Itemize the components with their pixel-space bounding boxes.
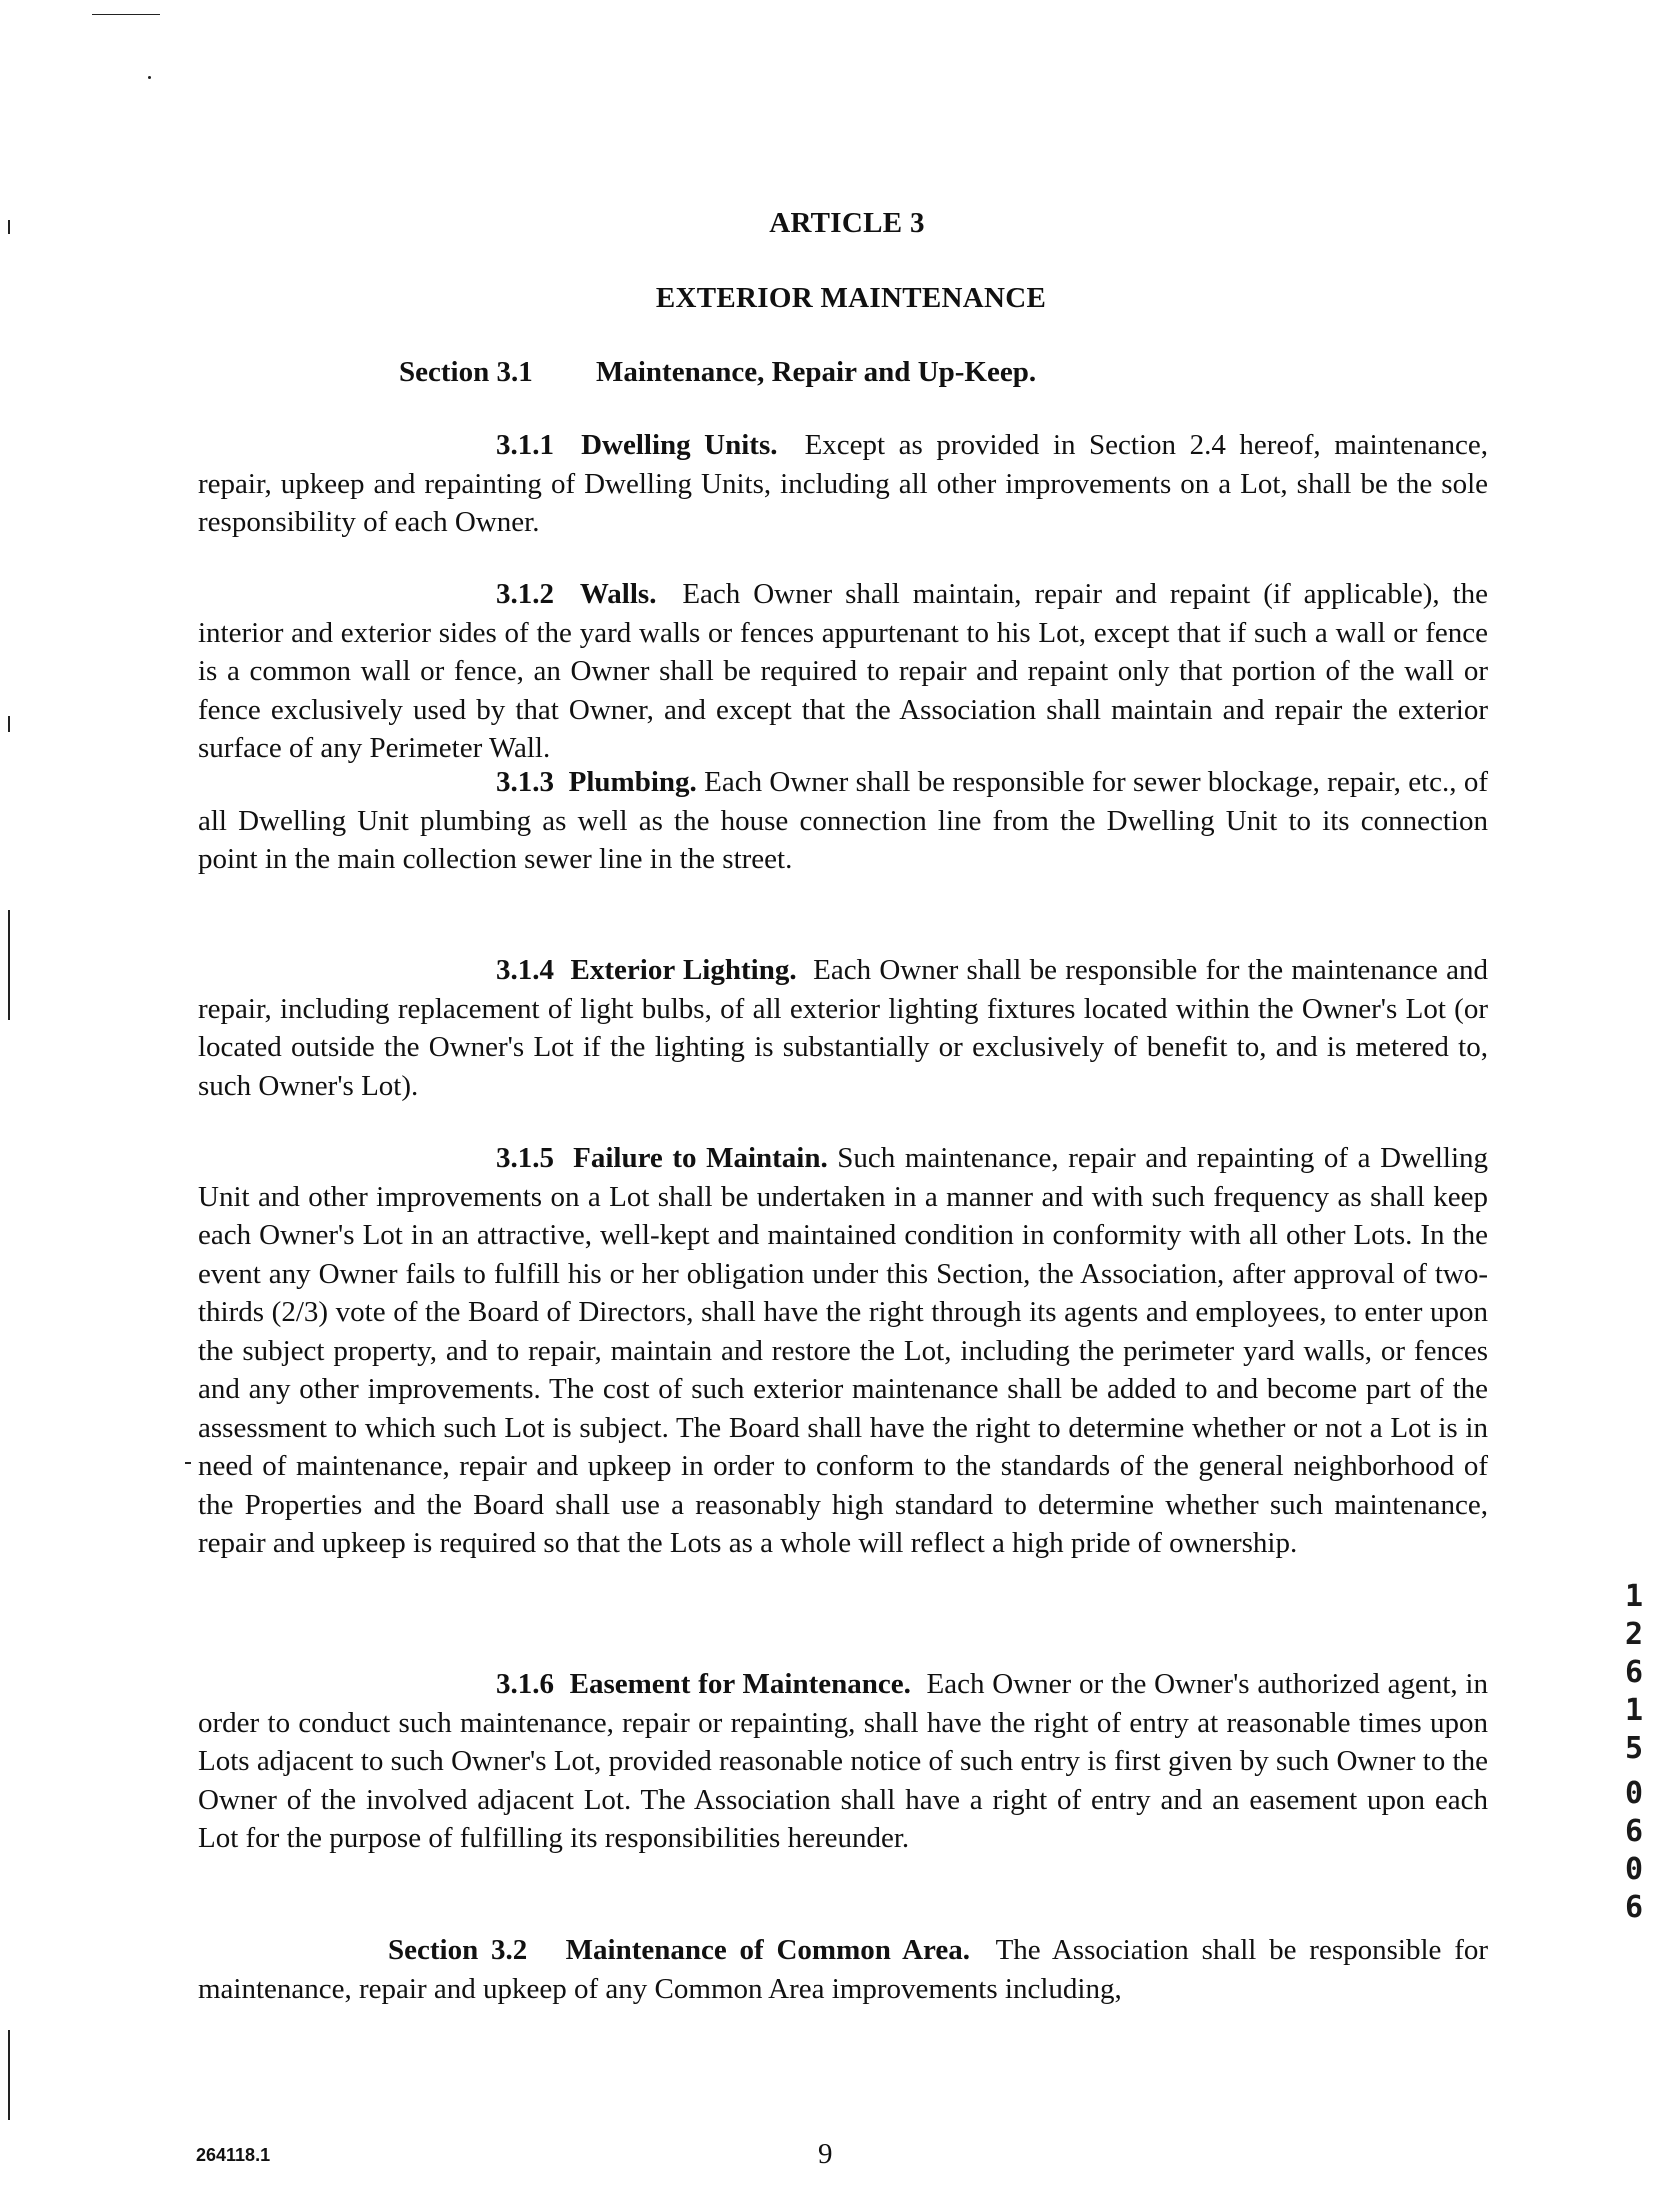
paragraph-text: Each Owner shall be responsible for the maintenance and repair, including replacement of light bulbs, of all exterior lighting fixtures located within the Owner's Lot (or located outside the Owner's Lot if the lighting is substantially or exclusively of benefit to, and is metered to, such Owner's Lot). xyxy=(198,954,1489,1102)
stamp-digit: 0 xyxy=(1624,1776,1644,1811)
paragraph-heading: Easement for Maintenance. xyxy=(569,1668,911,1700)
paragraph-text: Such maintenance, repair and repainting of a Dwelling Unit and other improvements on a Lot shall be undertaken in a manner and with such frequency as shall keep each Owner's Lot in an attractive, well-kept and maintained condition in conformity with all other Lots. In the event any Owner fails to fulfill his or her obligation under this Section, the Association, after approval of two-thirds (2/3) vote of the Board of Directors, shall have the right through its agents and employees, to enter upon the subject property, and to repair, maintain and restore the Lot, including the perimeter yard walls, or fences and any other improvements. The cost of such exterior maintenance shall be added to and become part of the assessment to which such Lot is subject. The Board shall have the right to determine whether or not a Lot is in need of maintenance, repair and upkeep in order to conform to the standards of the general neighborhood of the Properties and the Board shall use a reasonably high standard to determine whether such maintenance, repair and upkeep is required so that the Lots as a whole will reflect a high pride of ownership. xyxy=(198,1142,1489,1559)
section-heading: Maintenance of Common Area. xyxy=(565,1934,970,1966)
article-title: ARTICLE 3 xyxy=(769,207,925,239)
paragraph-3-1-6 xyxy=(198,1665,1488,1858)
paragraph-text: Each Owner or the Owner's authorized agent, in order to conduct such maintenance, repair or repainting, shall have the right of entry at reasonable times upon Lots adjacent to such Owner's Lot, provided reasonable notice of such entry is first given by such Owner to the Owner of the involved adjacent Lot. The Association shall have a right of entry and an easement upon each Lot for the purpose of fulfilling its responsibilities hereunder. xyxy=(198,1668,1488,1854)
paragraph-3-1-2 xyxy=(198,575,1488,768)
scan-artifact-bar xyxy=(8,2030,10,2120)
paragraph-heading: Failure to Maintain. xyxy=(573,1142,828,1174)
scan-artifact-tick xyxy=(8,716,10,732)
document-id: 264118.1 xyxy=(196,2145,271,2165)
paragraph-text: Each Owner shall maintain, repair and repaint (if applicable), the interior and exterior sides of the yard walls or fences appurtenant to his Lot, except that if such a wall or fence is a common wall or fence, an Owner shall be required to repair and repaint only that portion of the wall or fence exclusively used by that Owner, and except that the Association shall maintain and repair the exterior surface of any Perimeter Wall. xyxy=(198,578,1489,764)
section-3-1-heading xyxy=(399,356,1036,389)
paragraph-3-1-4 xyxy=(198,951,1488,1105)
paragraph-text: Except as provided in Section 2.4 hereof, maintenance, repair, upkeep and repainting of Dwelling Units, including all other improvements on a Lot, shall be the sole responsibility of each Owner. xyxy=(198,429,1488,538)
article-subtitle: EXTERIOR MAINTENANCE xyxy=(655,282,1047,314)
page-number: 9 xyxy=(818,2138,833,2170)
margin-stamp-group-2 xyxy=(1618,1775,1650,1927)
paragraph-heading: Plumbing. xyxy=(568,766,697,798)
stamp-digit: 1 xyxy=(1624,1579,1644,1614)
section-title: Maintenance, Repair and Up-Keep. xyxy=(596,356,1037,388)
stamp-digit: 0 xyxy=(1624,1852,1644,1887)
paragraph-3-1-1 xyxy=(198,426,1488,542)
paragraph-heading: Walls. xyxy=(579,578,657,610)
paragraph-number: 3.1.2 xyxy=(496,578,554,610)
paragraph-number: 3.1.3 xyxy=(496,766,554,798)
paragraph-text: The Association shall be responsible for maintenance, repair and upkeep of any Common Area improvements including, xyxy=(198,1934,1489,2005)
margin-stamp-group-1 xyxy=(1618,1578,1650,1768)
stamp-digit: 6 xyxy=(1624,1890,1644,1925)
paragraph-3-1-5 xyxy=(198,1139,1488,1563)
section-number: Section 3.1 xyxy=(399,356,533,388)
scan-artifact-line xyxy=(92,14,160,15)
stamp-digit: 1 xyxy=(1624,1693,1644,1728)
scan-artifact-dot xyxy=(148,76,151,79)
paragraph-number: 3.1.4 xyxy=(496,954,554,986)
paragraph-number: 3.1.1 xyxy=(496,429,554,461)
paragraph-heading: Exterior Lighting. xyxy=(570,954,797,986)
scan-artifact-bar xyxy=(8,910,10,1020)
stamp-digit: 6 xyxy=(1624,1655,1644,1690)
paragraph-number: 3.1.6 xyxy=(496,1668,554,1700)
scan-artifact-dash xyxy=(185,1462,191,1464)
paragraph-text: Each Owner shall be responsible for sewer blockage, repair, etc., of all Dwelling Unit plumbing as well as the house connection line from the Dwelling Unit to its connection point in the main collection sewer line in the street. xyxy=(198,766,1488,875)
paragraph-heading: Dwelling Units. xyxy=(581,429,778,461)
stamp-digit: 2 xyxy=(1624,1617,1644,1652)
paragraph-3-1-3 xyxy=(198,763,1488,879)
section-3-2-paragraph xyxy=(198,1931,1488,2008)
paragraph-number: 3.1.5 xyxy=(496,1142,554,1174)
section-number: Section 3.2 xyxy=(388,1934,528,1966)
stamp-digit: 5 xyxy=(1624,1731,1644,1766)
stamp-digit: 6 xyxy=(1624,1814,1644,1849)
